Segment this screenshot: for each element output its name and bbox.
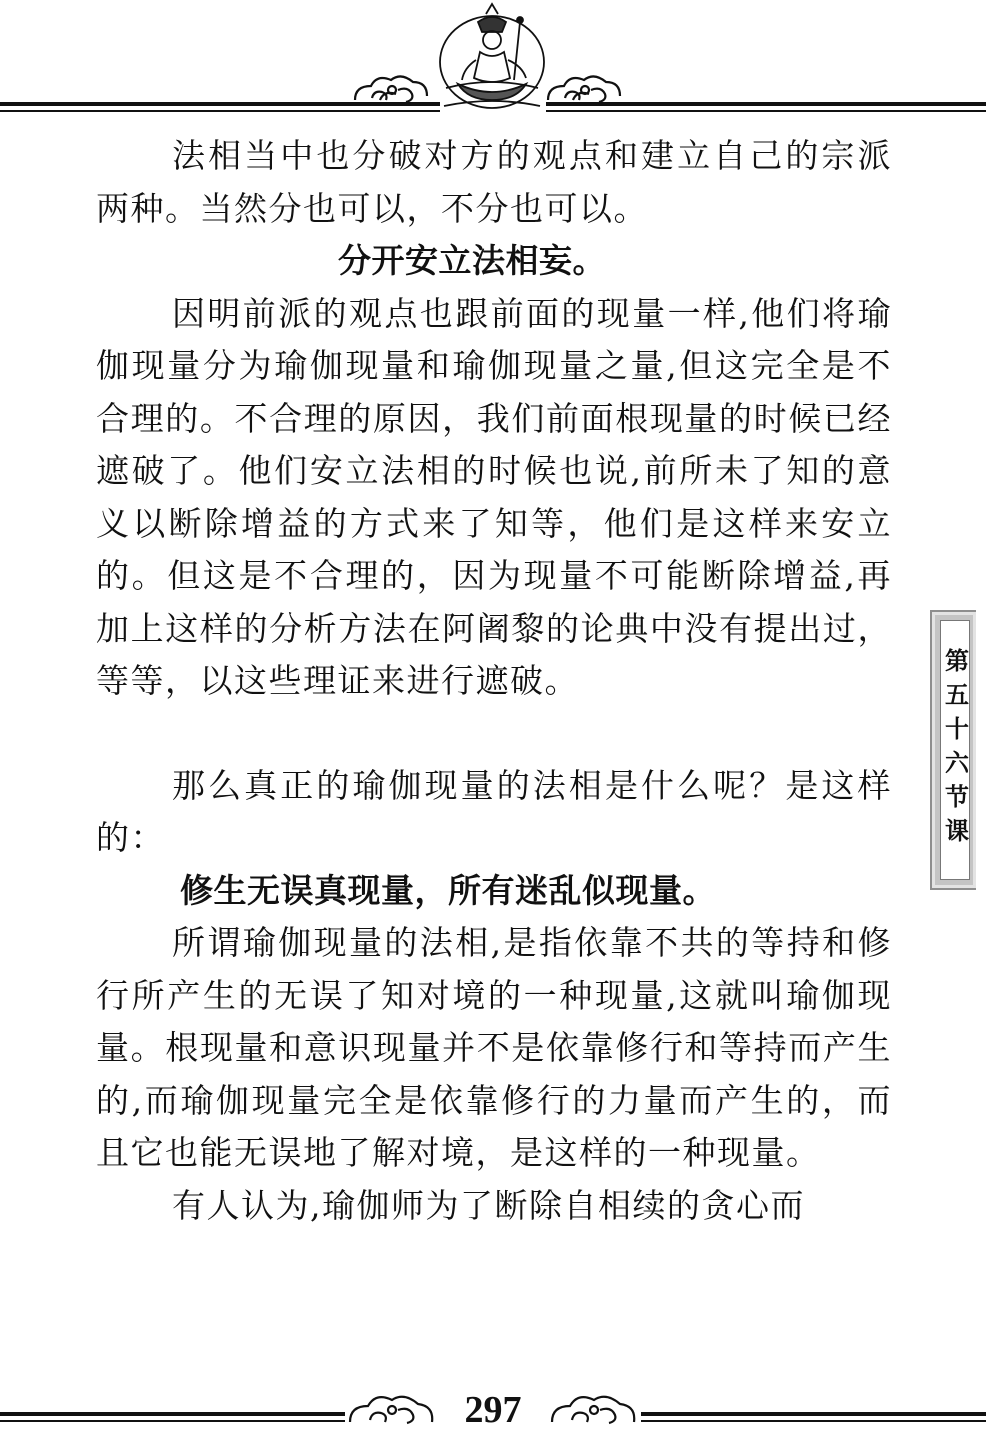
paragraph: 有人认为,瑜伽师为了断除自相续的贪心而 [172, 1185, 805, 1225]
header-ornament [0, 0, 986, 122]
padmasambhava-figure-icon [440, 4, 544, 108]
paragraph: 那么真正的瑜伽现量的法相是什么呢？是这样的： [96, 765, 892, 857]
chapter-side-tab-frame [940, 620, 970, 880]
chapter-side-tab [930, 610, 976, 890]
root-verse: 分开安立法相妄。 [338, 241, 606, 280]
paragraph: 法相当中也分破对方的观点和建立自己的宗派两种。当然分也可以，不分也可以。 [96, 136, 892, 228]
root-verse: 修生无误真现量，所有迷乱似现量。 [180, 870, 716, 910]
page-content [96, 130, 892, 1232]
paragraph: 所谓瑜伽现量的法相,是指依靠不共的等持和修行所产生的无误了知对境的一种现量,这就叫瑜伽现量。根现量和意识现量并不是依靠修行和等持而产生的,而瑜伽现量完全是依靠修行的力量而产生的，而且它也能无误地了解对境，是这样的一种现量。 [96, 923, 892, 1172]
paragraph: 因明前派的观点也跟前面的现量一样,他们将瑜伽现量分为瑜伽现量和瑜伽现量之量,但这完全是不合理的。不合理的原因，我们前面根现量的时候已经遮破了。他们安立法相的时候也说,前所未了知的意义以断除增益的方式来了知等，他们是这样来安立的。但这是不合理的，因为现量不可能断除增益,再加上这样的分析方法在阿阇黎的论典中没有提出过，等等，以这些理证来进行遮破。 [96, 293, 892, 700]
cloud-scroll-icon [355, 76, 427, 102]
cloud-scroll-icon [552, 1397, 634, 1423]
cloud-scroll-icon [350, 1397, 432, 1423]
cloud-scroll-icon [548, 76, 620, 102]
chapter-label: 第五十六节课 [940, 648, 969, 852]
paragraph-gap [96, 708, 892, 760]
page-number: 297 [464, 1389, 522, 1431]
